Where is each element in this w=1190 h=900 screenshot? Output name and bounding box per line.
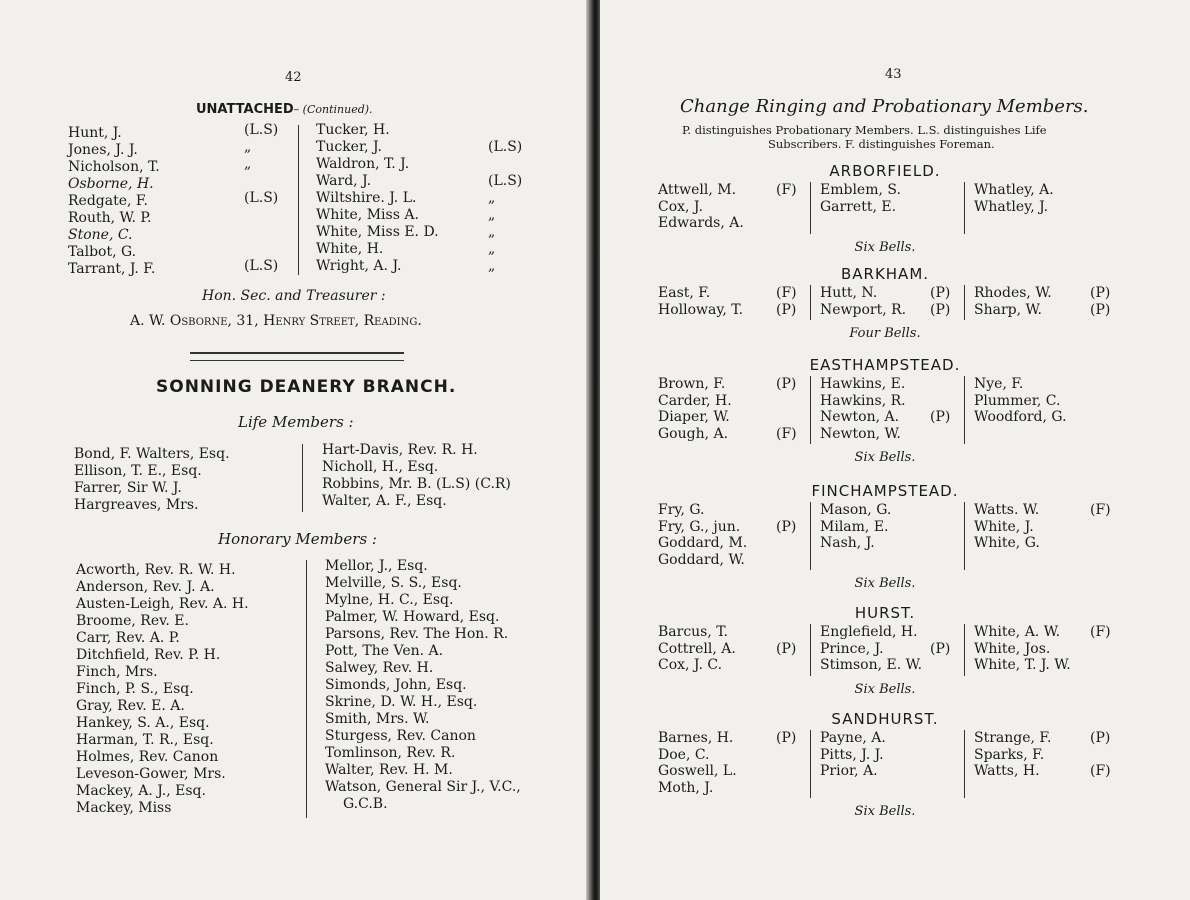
member-name: Mylne, H. C., Esq.: [325, 592, 454, 608]
member-name: White, Jos.: [974, 640, 1051, 657]
column-divider: [810, 182, 811, 234]
member-name: Mellor, J., Esq.: [325, 558, 428, 574]
member-name: Nash, J.: [820, 535, 875, 551]
member-name: Wiltshire. J. L.: [316, 190, 417, 206]
unattached-col1: [68, 125, 160, 278]
member-name: Barcus, T.: [658, 624, 728, 640]
column-divider: [298, 125, 299, 275]
unattached-title: UNATTACHED: [196, 102, 294, 117]
member-name: Cox, J. C.: [658, 657, 723, 673]
member-name: Edwards, A.: [658, 215, 744, 231]
member-name: Newport, R.: [820, 301, 907, 318]
column-divider: [306, 560, 307, 818]
member-mark: (P): [776, 640, 797, 657]
member-mark: (P): [930, 301, 951, 318]
member-name: Simonds, John, Esq.: [325, 677, 467, 693]
member-name: Attwell, M.: [658, 182, 737, 198]
member-mark: (P): [1090, 285, 1111, 301]
member-name: Parsons, Rev. The Hon. R.: [325, 626, 509, 642]
bells-count: Six Bells.: [854, 576, 916, 591]
member-mark: (P): [776, 518, 797, 535]
member-name: Finch, Mrs.: [76, 664, 158, 680]
member-mark: (P): [930, 285, 951, 301]
member-name: Nicholson, T.: [68, 159, 160, 175]
member-name: Nye, F.: [974, 376, 1024, 392]
member-name: Brown, F.: [658, 376, 726, 392]
member-name: Newton, W.: [820, 425, 901, 442]
member-name: Watts, H.: [974, 763, 1040, 779]
member-mark: (L.S): [488, 139, 523, 155]
member-name: Goddard, M.: [658, 535, 748, 551]
unattached-continued: – (Continued).: [293, 103, 373, 116]
member-name: Fry, G.: [658, 502, 705, 518]
member-name: Rhodes, W.: [974, 285, 1052, 301]
member-name: White, G.: [974, 535, 1040, 551]
member-mark: (F): [776, 182, 797, 198]
member-name: Fry, G., jun.: [658, 518, 741, 535]
member-mark: (L.S): [244, 190, 279, 206]
member-name: Tarrant, J. F.: [68, 261, 156, 277]
member-name: White, Miss E. D.: [316, 224, 439, 240]
member-name: Palmer, W. Howard, Esq.: [325, 609, 500, 625]
bells-count: Six Bells.: [854, 450, 916, 465]
unattached-heading: [196, 102, 373, 117]
member-mark: „: [244, 139, 252, 155]
member-name: Redgate, F.: [68, 193, 148, 209]
member-name: Holmes, Rev. Canon: [76, 749, 219, 765]
legend-line1: P. distinguishes Probationary Members. L.S. distinguishes Life: [682, 123, 1047, 137]
member-name: White, A. W.: [974, 624, 1061, 640]
member-mark: (P): [776, 301, 797, 318]
member-name: Skrine, D. W. H., Esq.: [325, 694, 478, 710]
hon-sec-label: Hon. Sec. and Treasurer :: [202, 288, 386, 304]
parish-name: FINCHAMPSTEAD.: [811, 482, 959, 500]
member-name: Finch, P. S., Esq.: [76, 681, 194, 697]
member-name: Pott, The Ven. A.: [325, 643, 444, 659]
member-mark: [244, 241, 278, 258]
member-mark: „: [244, 156, 252, 172]
column-divider: [964, 624, 965, 676]
member-name: Ditchfield, Rev. P. H.: [76, 647, 221, 663]
member-name: Leveson-Gower, Mrs.: [76, 766, 226, 782]
member-name: Englefield, H.: [820, 624, 918, 640]
member-mark: (P): [1090, 730, 1111, 746]
member-name: Hawkins, E.: [820, 376, 906, 392]
member-mark: (P): [930, 409, 951, 425]
member-mark: (F): [776, 425, 797, 442]
member-name: White, H.: [316, 241, 384, 257]
member-name: Hutt, N.: [820, 285, 878, 301]
member-name: Acworth, Rev. R. W. H.: [76, 562, 236, 578]
member-mark: [488, 156, 522, 173]
member-mark: „: [488, 258, 496, 274]
member-name: Doe, C.: [658, 746, 710, 763]
member-name: Robbins, Mr. B. (L.S) (C.R): [322, 476, 511, 492]
member-mark: (L.S): [488, 173, 523, 189]
member-name: Goddard, W.: [658, 551, 745, 568]
member-name: Sparks, F.: [974, 746, 1045, 763]
member-mark: „: [488, 207, 496, 223]
member-name: Talbot, G.: [68, 244, 137, 260]
member-mark: (L.S): [244, 122, 279, 138]
member-name: Hargreaves, Mrs.: [74, 497, 199, 513]
member-name: Milam, E.: [820, 518, 889, 535]
member-name: Walter, Rev. H. M.: [325, 762, 453, 778]
member-mark: (P): [930, 640, 951, 657]
member-name: Woodford, G.: [974, 409, 1067, 425]
life-members-heading: Life Members :: [238, 413, 354, 431]
member-name: Newton, A.: [820, 409, 900, 425]
member-name: Pitts, J. J.: [820, 746, 884, 763]
hon-sec-address: A. W. Osborne, 31, Henry Street, Reading.: [130, 313, 422, 329]
unattached-col2: [316, 122, 439, 275]
parish-name: ARBORFIELD.: [829, 162, 941, 180]
left-page: [0, 0, 590, 900]
member-name: Austen-Leigh, Rev. A. H.: [76, 596, 249, 612]
bells-count: Six Bells.: [854, 681, 916, 697]
member-name: Payne, A.: [820, 730, 886, 746]
member-mark: „: [488, 224, 496, 240]
member-name: Watson, General Sir J., V.C.,: [325, 779, 521, 795]
member-name: Goswell, L.: [658, 763, 737, 779]
member-name: Tucker, J.: [316, 139, 382, 155]
column-divider: [302, 444, 303, 512]
member-mark: (P): [776, 730, 797, 746]
section-rule: [190, 352, 404, 361]
honorary-col1: [76, 562, 249, 817]
column-divider: [964, 182, 965, 234]
column-divider: [964, 376, 965, 444]
column-divider: [964, 502, 965, 570]
honorary-col2: [325, 558, 521, 813]
column-divider: [964, 285, 965, 320]
member-name: G.C.B.: [343, 796, 388, 812]
member-name: Hart-Davis, Rev. R. H.: [322, 442, 478, 458]
member-name: Cox, J.: [658, 198, 703, 215]
member-name: Whatley, J.: [974, 198, 1049, 215]
page-number: 42: [285, 70, 302, 85]
legend-line2: Subscribers. F. distinguishes Foreman.: [768, 137, 995, 151]
member-name: Hawkins, R.: [820, 392, 906, 409]
member-name: Melville, S. S., Esq.: [325, 575, 462, 591]
member-name: Gray, Rev. E. A.: [76, 698, 185, 714]
column-divider: [810, 502, 811, 570]
member-mark: „: [488, 190, 496, 206]
member-name: Mackey, A. J., Esq.: [76, 783, 206, 799]
member-mark: [244, 207, 278, 224]
member-name: Stimson, E. W.: [820, 657, 923, 673]
member-mark: (F): [1090, 763, 1111, 779]
member-mark: „: [488, 241, 496, 257]
column-divider: [964, 730, 965, 798]
member-name: Osborne, H.: [68, 176, 154, 192]
column-divider: [810, 624, 811, 676]
member-name: Tomlinson, Rev. R.: [325, 745, 456, 761]
member-name: Bond, F. Walters, Esq.: [74, 446, 230, 462]
honorary-heading: Honorary Members :: [218, 530, 377, 548]
right-title: Change Ringing and Probationary Members.: [680, 96, 1089, 117]
member-name: Stone, C.: [68, 227, 133, 243]
right-page: [600, 0, 1190, 900]
member-mark: (F): [1090, 502, 1111, 518]
member-name: Ward, J.: [316, 173, 372, 189]
member-name: Sharp, W.: [974, 301, 1042, 318]
member-name: Sturgess, Rev. Canon: [325, 728, 476, 744]
member-name: Walter, A. F., Esq.: [322, 493, 447, 509]
member-name: Routh, W. P.: [68, 210, 152, 226]
member-name: Nicholl, H., Esq.: [322, 459, 439, 475]
parish-name: EASTHAMPSTEAD.: [809, 356, 961, 374]
member-mark: (F): [776, 285, 797, 301]
member-name: Mason, G.: [820, 502, 892, 518]
member-mark: (L.S): [244, 258, 279, 274]
life-members-col2: [322, 442, 511, 510]
member-name: Emblem, S.: [820, 182, 901, 198]
member-name: Carr, Rev. A. P.: [76, 630, 180, 646]
member-name: Prior, A.: [820, 763, 878, 779]
member-name: Gough, A.: [658, 425, 729, 442]
unattached-col2-marks: [488, 122, 522, 275]
member-name: Ellison, T. E., Esq.: [74, 463, 202, 479]
bells-count: Four Bells.: [849, 326, 921, 341]
member-name: White, J.: [974, 518, 1034, 535]
member-name: Jones, J. J.: [68, 142, 138, 158]
page-number: 43: [885, 67, 902, 82]
life-members-col1: [74, 446, 230, 514]
member-mark: (P): [776, 376, 797, 392]
member-name: Moth, J.: [658, 779, 714, 796]
member-name: White, T. J. W.: [974, 657, 1071, 673]
member-name: Strange, F.: [974, 730, 1052, 746]
member-mark: (F): [1090, 624, 1111, 640]
parish-name: HURST.: [854, 604, 916, 622]
member-name: Hankey, S. A., Esq.: [76, 715, 210, 731]
member-name: Tucker, H.: [316, 122, 390, 138]
branch-title: SONNING DEANERY BRANCH.: [156, 377, 457, 397]
member-mark: (P): [1090, 301, 1111, 318]
parish-name: SANDHURST.: [831, 710, 939, 728]
member-name: Prince, J.: [820, 640, 884, 657]
column-divider: [810, 376, 811, 444]
member-name: Plummer, C.: [974, 392, 1061, 409]
member-name: Waldron, T. J.: [316, 156, 410, 172]
member-name: Harman, T. R., Esq.: [76, 732, 214, 748]
bells-count: Six Bells.: [854, 239, 916, 255]
member-name: Garrett, E.: [820, 198, 897, 215]
member-name: Cottrell, A.: [658, 640, 736, 657]
member-name: Broome, Rev. E.: [76, 613, 189, 629]
parish-name: BARKHAM.: [840, 265, 930, 283]
member-name: East, F.: [658, 285, 711, 301]
member-name: Smith, Mrs. W.: [325, 711, 430, 727]
member-name: Salwey, Rev. H.: [325, 660, 434, 676]
member-name: Carder, H.: [658, 392, 732, 409]
member-name: Whatley, A.: [974, 182, 1054, 198]
member-name: White, Miss A.: [316, 207, 419, 223]
column-divider: [810, 730, 811, 798]
member-mark: [244, 224, 278, 241]
member-name: Anderson, Rev. J. A.: [76, 579, 215, 595]
member-name: Diaper, W.: [658, 409, 730, 425]
member-name: Farrer, Sir W. J.: [74, 480, 182, 496]
unattached-col1-marks: [244, 122, 278, 275]
column-divider: [810, 285, 811, 320]
member-name: Mackey, Miss: [76, 800, 172, 816]
member-name: Watts. W.: [974, 502, 1040, 518]
member-name: Wright, A. J.: [316, 258, 402, 274]
member-name: Hunt, J.: [68, 125, 122, 141]
member-name: Barnes, H.: [658, 730, 734, 746]
member-mark: [488, 122, 522, 139]
bells-count: Six Bells.: [854, 804, 916, 819]
member-mark: [244, 173, 278, 190]
member-name: Holloway, T.: [658, 301, 744, 318]
